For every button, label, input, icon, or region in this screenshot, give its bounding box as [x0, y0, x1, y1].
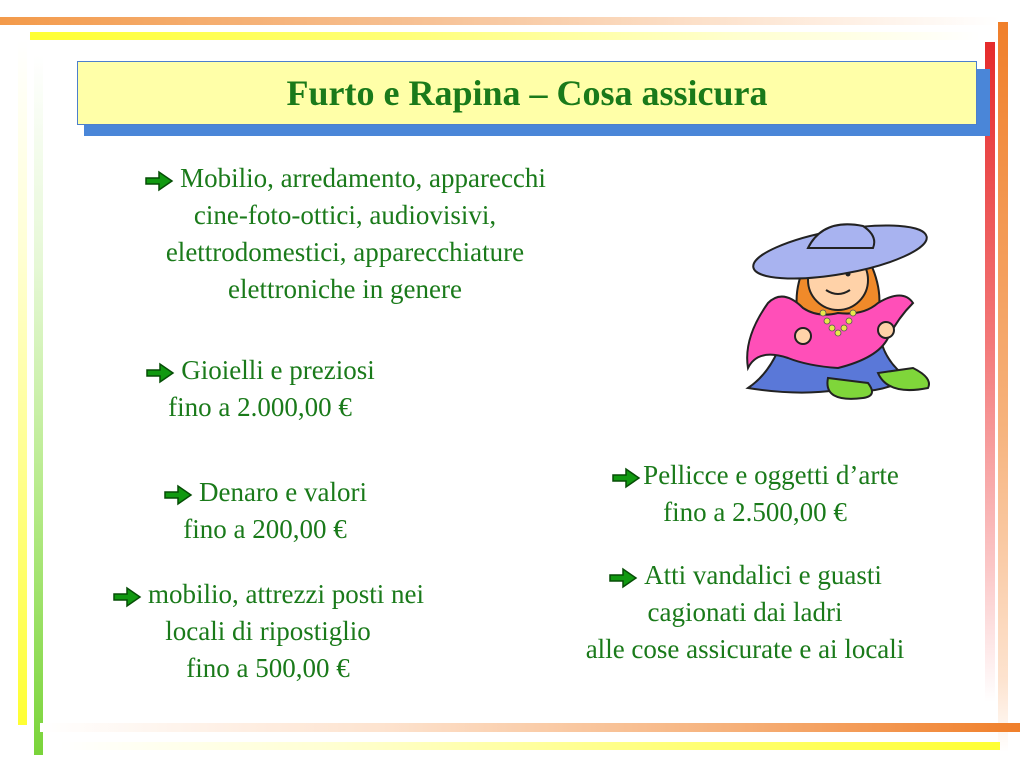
item-line: fino a 500,00 € — [186, 653, 350, 683]
item-vandalism — [520, 557, 970, 668]
item-line: elettrodomestici, apparecchiature — [165, 237, 525, 267]
top-yellow-bar — [30, 32, 980, 40]
right-red-bar — [985, 42, 995, 702]
bottom-yellow-bar — [60, 742, 1000, 750]
slide-title: Furto e Rapina – Cosa assicura — [286, 73, 768, 113]
item-line: Gioielli e preziosi — [181, 355, 375, 385]
right-arrow-icon — [611, 467, 641, 489]
item-furs-art — [545, 457, 965, 531]
title-box — [77, 61, 977, 125]
item-line: Atti vandalici e guasti — [644, 560, 882, 590]
left-yellow-bar — [18, 40, 27, 725]
right-arrow-icon — [608, 567, 638, 589]
item-line: fino a 2.000,00 € — [168, 392, 352, 422]
girl-in-hat-and-boa-illustration — [728, 218, 942, 408]
bottom-orange-bar — [40, 723, 1020, 732]
item-line: Mobilio, arredamento, apparecchi — [180, 163, 546, 193]
right-arrow-icon — [163, 484, 193, 506]
item-furniture — [60, 160, 630, 308]
item-line: mobilio, attrezzi posti nei — [148, 579, 424, 609]
right-arrow-icon — [144, 170, 174, 192]
item-line: fino a 200,00 € — [183, 514, 347, 544]
top-orange-bar — [0, 17, 1000, 25]
item-line: elettroniche in genere — [228, 274, 462, 304]
item-storage — [48, 576, 488, 687]
item-line: fino a 2.500,00 € — [663, 497, 847, 527]
item-line: locali di ripostiglio — [165, 616, 371, 646]
item-line: cagionati dai ladri — [647, 597, 843, 627]
right-arrow-icon — [145, 362, 175, 384]
left-green-bar — [34, 55, 43, 755]
item-line: Pellicce e oggetti d’arte — [643, 460, 899, 490]
item-line: alle cose assicurate e ai locali — [585, 634, 905, 664]
item-line: cine-foto-ottici, audiovisivi, — [193, 200, 497, 230]
item-jewelry — [95, 352, 425, 426]
item-cash — [110, 474, 420, 548]
item-line: Denaro e valori — [199, 477, 367, 507]
right-arrow-icon — [112, 586, 142, 608]
right-orange-bar — [998, 22, 1008, 752]
